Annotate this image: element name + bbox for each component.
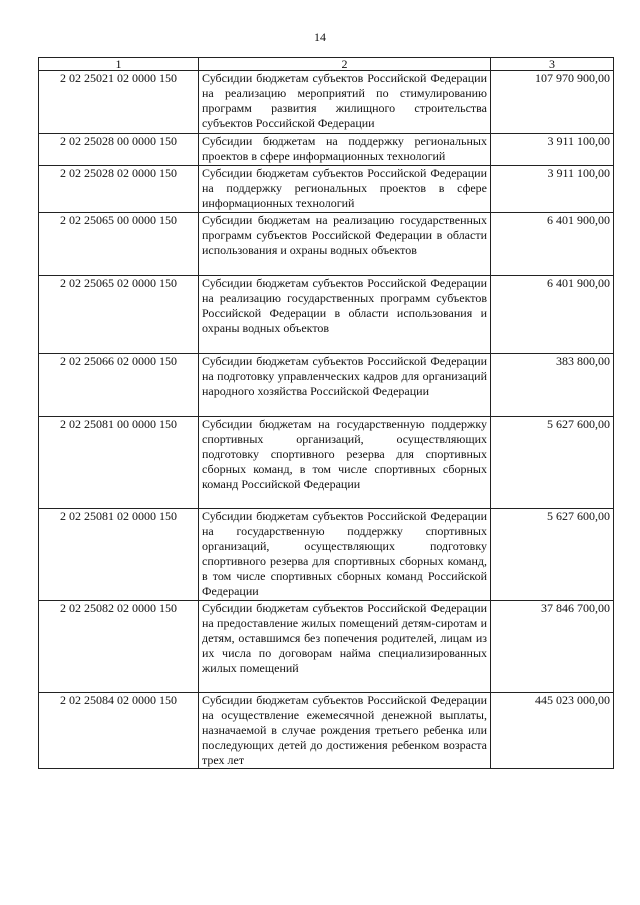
page-number: 14	[314, 30, 326, 44]
row-code: 2 02 25028 00 0000 150	[39, 134, 199, 166]
row-description: Субсидии бюджетам на поддержку региональных проектов в сфере информационных технологий	[199, 134, 491, 166]
table-row	[39, 601, 614, 693]
row-code: 2 02 25066 02 0000 150	[39, 354, 199, 417]
row-code: 2 02 25021 02 0000 150	[39, 71, 199, 134]
table-row	[39, 166, 614, 213]
column-header-amount: 3	[491, 58, 614, 71]
column-header-code: 1	[39, 58, 199, 71]
table-row	[39, 276, 614, 354]
table-header-row	[39, 58, 614, 71]
row-code: 2 02 25065 02 0000 150	[39, 276, 199, 354]
table-row	[39, 213, 614, 276]
row-description: Субсидии бюджетам субъектов Российской Федерации на осуществление ежемесячной денежной выплаты, назначаемой в случае рождения третьего ребенка или последующих детей до достижения ребенком возраста трех лет	[199, 693, 491, 769]
row-code: 2 02 25081 00 0000 150	[39, 417, 199, 509]
row-amount: 3 911 100,00	[491, 166, 614, 213]
table-row	[39, 509, 614, 601]
row-amount: 6 401 900,00	[491, 213, 614, 276]
row-description: Субсидии бюджетам субъектов Российской Федерации на поддержку региональных проектов в сфере информационных технологий	[199, 166, 491, 213]
row-amount: 5 627 600,00	[491, 417, 614, 509]
row-description: Субсидии бюджетам субъектов Российской Федерации на предоставление жилых помещений детям-сиротам и детям, оставшимся без попечения родителей, лицам из их числа по договорам найма специализированных жилых помещений	[199, 601, 491, 693]
row-description: Субсидии бюджетам на государственную поддержку спортивных организаций, осуществляющих подготовку спортивного резерва для спортивных сборных команд, в том числе спортивных сборных команд Российской Федерации	[199, 417, 491, 509]
row-amount: 5 627 600,00	[491, 509, 614, 601]
row-amount: 3 911 100,00	[491, 134, 614, 166]
row-description: Субсидии бюджетам субъектов Российской Федерации на реализацию государственных программ субъектов Российской Федерации в области использования и охраны водных объектов	[199, 276, 491, 354]
row-code: 2 02 25065 00 0000 150	[39, 213, 199, 276]
row-code: 2 02 25082 02 0000 150	[39, 601, 199, 693]
table-row	[39, 134, 614, 166]
row-description: Субсидии бюджетам на реализацию государственных программ субъектов Российской Федерации в области использования и охраны водных объектов	[199, 213, 491, 276]
row-amount: 383 800,00	[491, 354, 614, 417]
row-description: Субсидии бюджетам субъектов Российской Федерации на подготовку управленческих кадров для организаций народного хозяйства Российской Федерации	[199, 354, 491, 417]
row-amount: 37 846 700,00	[491, 601, 614, 693]
row-code: 2 02 25081 02 0000 150	[39, 509, 199, 601]
row-amount: 107 970 900,00	[491, 71, 614, 134]
row-amount: 6 401 900,00	[491, 276, 614, 354]
row-code: 2 02 25084 02 0000 150	[39, 693, 199, 769]
table-row	[39, 417, 614, 509]
row-code: 2 02 25028 02 0000 150	[39, 166, 199, 213]
budget-revenue-table	[38, 57, 614, 769]
row-description: Субсидии бюджетам субъектов Российской Федерации на реализацию мероприятий по стимулированию программ развития жилищного строительства субъектов Российской Федерации	[199, 71, 491, 134]
table-row	[39, 71, 614, 134]
row-amount: 445 023 000,00	[491, 693, 614, 769]
column-header-description: 2	[199, 58, 491, 71]
row-description: Субсидии бюджетам субъектов Российской Федерации на государственную поддержку спортивных организаций, осуществляющих подготовку спортивного резерва для спортивных сборных команд, в том числе спортивных сборных команд Российской Федерации	[199, 509, 491, 601]
table-row	[39, 693, 614, 769]
table-row	[39, 354, 614, 417]
